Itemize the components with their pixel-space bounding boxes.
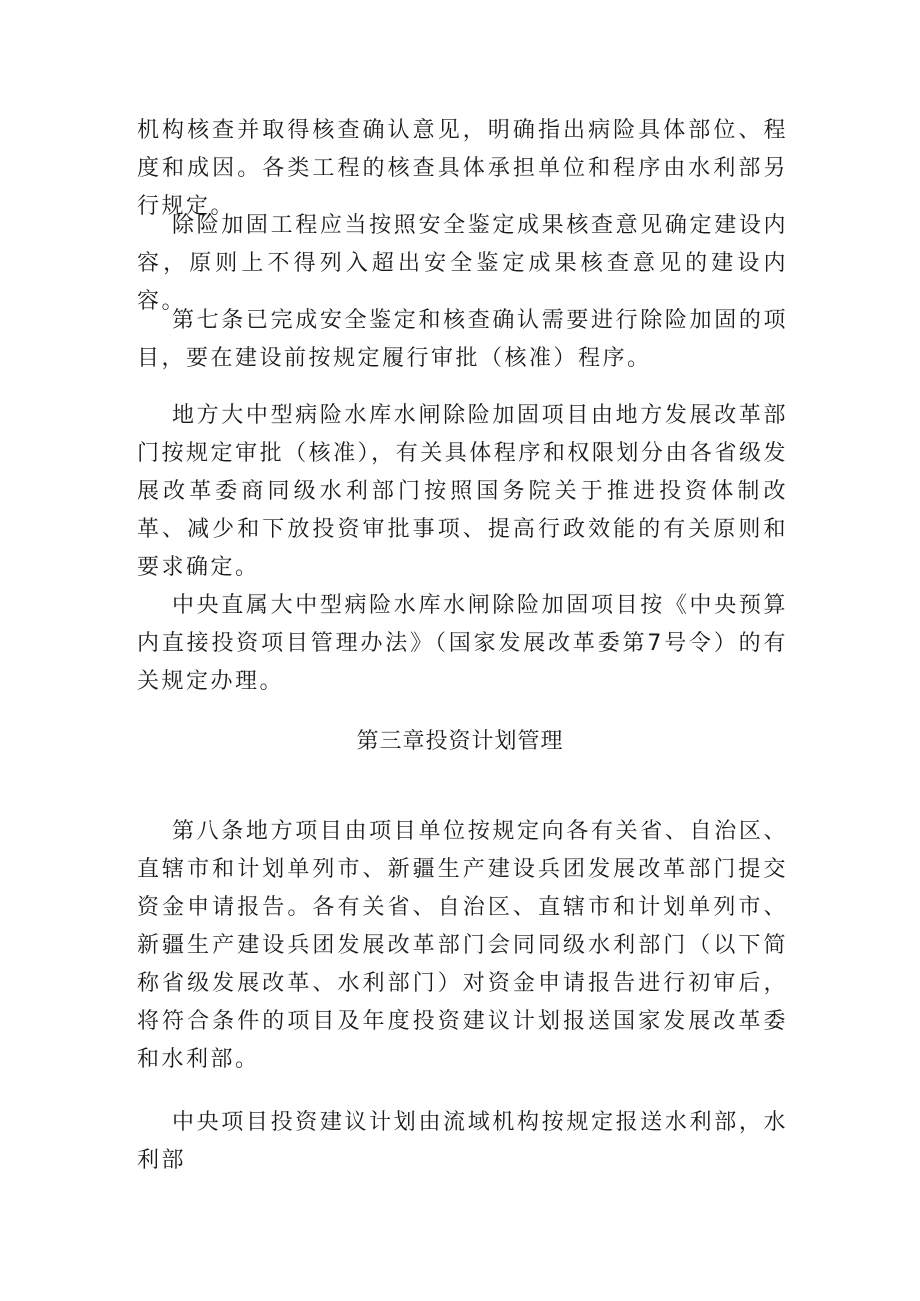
paragraph-text: 第七条已完成安全鉴定和核查确认需要进行除险加固的项目，要在建设前按规定履行审批（核准）程序。: [137, 308, 788, 371]
paragraph-text: 地方大中型病险水库水闸除险加固项目由地方发展改革部门按规定审批（核准），有关具体程序和权限划分由各省级发展改革委商同级水利部门按照国务院关于推进投资体制改革、减少和下放投资审批事项、提高行政效能的有关原则和要求确定。: [137, 403, 788, 580]
paragraph-article-8: [137, 813, 788, 1079]
chapter-heading: 第三章投资计划管理: [356, 729, 564, 754]
paragraph-text: 中央项目投资建议计划由流域机构按规定报送水利部，水利部: [137, 1110, 788, 1173]
paragraph-text: 中央直属大中型病险水库水闸除险加固项目按《中央预算内直接投资项目管理办法》（国家发展改革委第7号令）的有关规定办理。: [137, 593, 788, 694]
paragraph-article-7: [137, 302, 788, 378]
paragraph-text: 除险加固工程应当按照安全鉴定成果核查意见确定建设内容，原则上不得列入超出安全鉴定成果核查意见的建设内容。: [137, 213, 788, 314]
paragraph-central-investment: [137, 1104, 788, 1180]
paragraph-local-projects: [137, 397, 788, 587]
paragraph-text: 机构核查并取得核查确认意见，明确指出病险具体部位、程度和成因。各类工程的核查具体承担单位和程序由水利部另行规定。: [137, 118, 788, 219]
paragraph-central-projects: [137, 587, 788, 701]
paragraph-text: 第八条地方项目由项目单位按规定向各有关省、自治区、直辖市和计划单列市、新疆生产建设兵团发展改革部门提交资金申请报告。各有关省、自治区、直辖市和计划单列市、新疆生产建设兵团发展改革部门会同同级水利部门（以下简称省级发展改革、水利部门）对资金申请报告进行初审后，将符合条件的项目及年度投资建议计划报送国家发展改革委和水利部。: [137, 819, 788, 1072]
